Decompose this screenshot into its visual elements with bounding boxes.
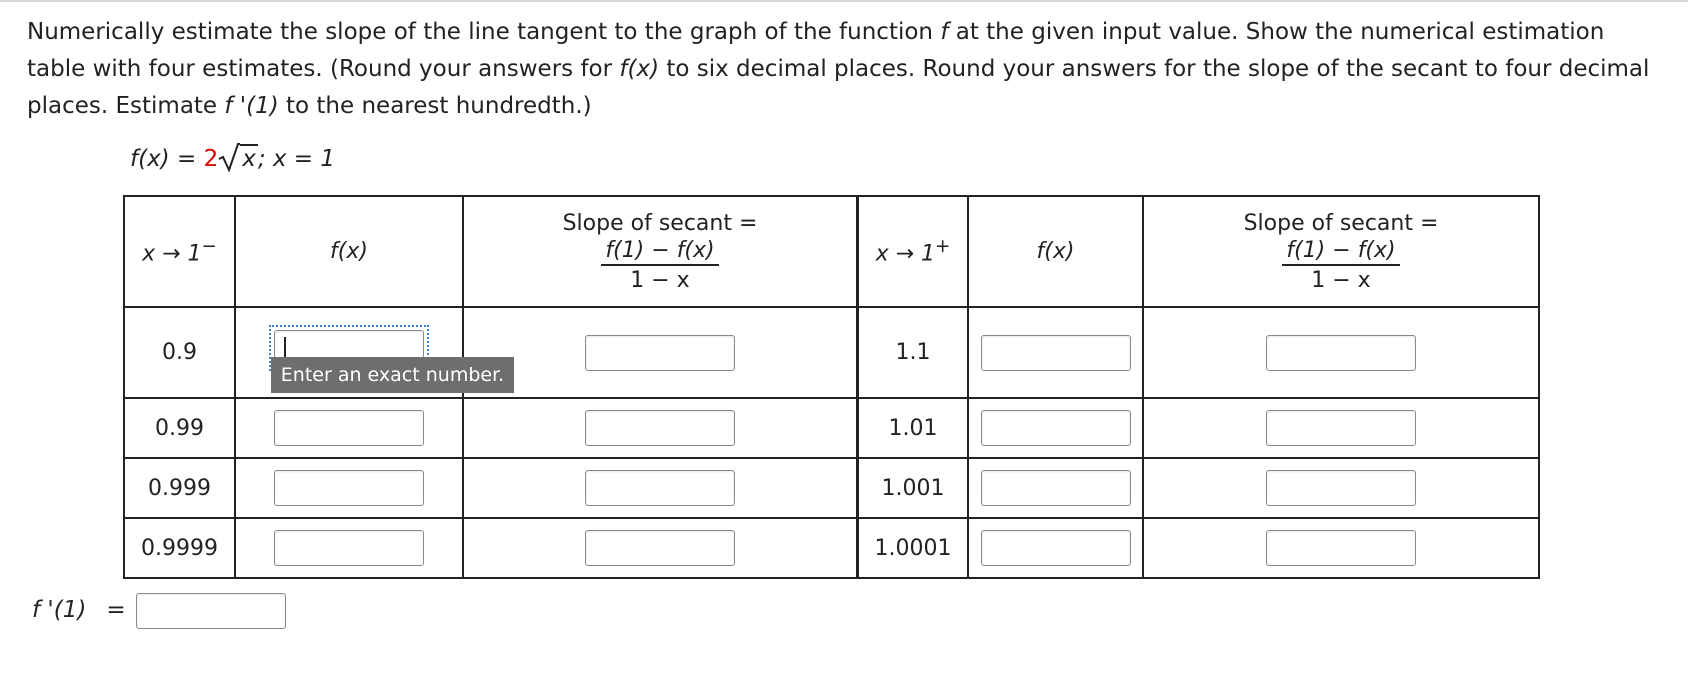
secant-left-cell bbox=[463, 307, 858, 398]
table-row bbox=[124, 398, 1539, 458]
table-row bbox=[124, 518, 1539, 578]
fx-right-cell bbox=[968, 458, 1143, 518]
x-left-value: 0.9999 bbox=[124, 518, 235, 578]
secant-left-cell bbox=[463, 398, 858, 458]
top-border bbox=[0, 0, 1688, 2]
x-right-value: 1.0001 bbox=[858, 518, 969, 578]
formula-rest: ; x = 1 bbox=[257, 146, 336, 172]
x-left-value: 0.99 bbox=[124, 398, 235, 458]
secant-left-cell bbox=[463, 518, 858, 578]
secant-right-input[interactable] bbox=[1266, 335, 1416, 371]
formula-radicand: x bbox=[242, 146, 256, 172]
derivative-label: f '(1) bbox=[32, 597, 87, 623]
formula-equals: = bbox=[176, 146, 197, 172]
secant-left-input[interactable] bbox=[585, 410, 735, 446]
derivative-row bbox=[32, 590, 286, 630]
question-text: Numerically estimate the slope of the line tangent to the graph of the function f at the given input value. Show the numerical estimation table with four estimates. (Round your answers for f(x) to six decimal places. Round your answers for the slope of the secant to four decimal places. Estimate f '(1) to the nearest hundredth.) bbox=[27, 19, 1650, 119]
table-header-row bbox=[124, 196, 1539, 307]
secant-right-input[interactable] bbox=[1266, 530, 1416, 566]
fx-right-input[interactable] bbox=[981, 410, 1131, 446]
fx-right-cell bbox=[968, 398, 1143, 458]
input-tooltip: Enter an exact number. bbox=[271, 357, 514, 393]
formula-coefficient: 2 bbox=[203, 146, 219, 172]
x-left-value: 0.9 bbox=[124, 307, 235, 398]
header-x-right: x → 1+ bbox=[858, 196, 969, 307]
fx-right-cell bbox=[968, 518, 1143, 578]
x-right-value: 1.1 bbox=[858, 307, 969, 398]
table-row bbox=[124, 458, 1539, 518]
square-root bbox=[218, 142, 258, 174]
secant-left-input[interactable] bbox=[585, 335, 735, 371]
function-formula bbox=[130, 142, 335, 174]
formula-lhs: f(x) bbox=[130, 146, 170, 172]
secant-right-cell bbox=[1143, 458, 1539, 518]
secant-left-cell bbox=[463, 458, 858, 518]
secant-right-cell bbox=[1143, 398, 1539, 458]
header-secant-right: Slope of secant = $\frac{f(1) - f(x)}{1 - x}$ bbox=[1143, 196, 1539, 307]
secant-left-input[interactable] bbox=[585, 530, 735, 566]
fx-right-cell bbox=[968, 307, 1143, 398]
fx-left-cell bbox=[235, 458, 463, 518]
derivative-input[interactable] bbox=[136, 593, 286, 629]
fx-right-input[interactable] bbox=[981, 335, 1131, 371]
secant-right-input[interactable] bbox=[1266, 410, 1416, 446]
secant-right-cell bbox=[1143, 307, 1539, 398]
x-right-value: 1.001 bbox=[858, 458, 969, 518]
secant-right-input[interactable] bbox=[1266, 470, 1416, 506]
fx-left-input[interactable] bbox=[274, 470, 424, 506]
radical-sign-icon bbox=[218, 142, 240, 172]
derivative-equals: = bbox=[106, 597, 126, 623]
fx-left-input[interactable] bbox=[274, 410, 424, 446]
fx-left-cell bbox=[235, 518, 463, 578]
fx-left-cell bbox=[235, 398, 463, 458]
header-secant-left: Slope of secant = $\frac{f(1) - f(x)}{1 - x}$ bbox=[463, 196, 858, 307]
fx-right-input[interactable] bbox=[981, 470, 1131, 506]
fx-right-input[interactable] bbox=[981, 530, 1131, 566]
header-fx-left: f(x) bbox=[235, 196, 463, 307]
x-right-value: 1.01 bbox=[858, 398, 969, 458]
header-fx-right: f(x) bbox=[968, 196, 1143, 307]
secant-left-input[interactable] bbox=[585, 470, 735, 506]
header-x-left: x → 1− bbox=[124, 196, 235, 307]
fx-left-input[interactable] bbox=[274, 530, 424, 566]
secant-right-cell bbox=[1143, 518, 1539, 578]
x-left-value: 0.999 bbox=[124, 458, 235, 518]
